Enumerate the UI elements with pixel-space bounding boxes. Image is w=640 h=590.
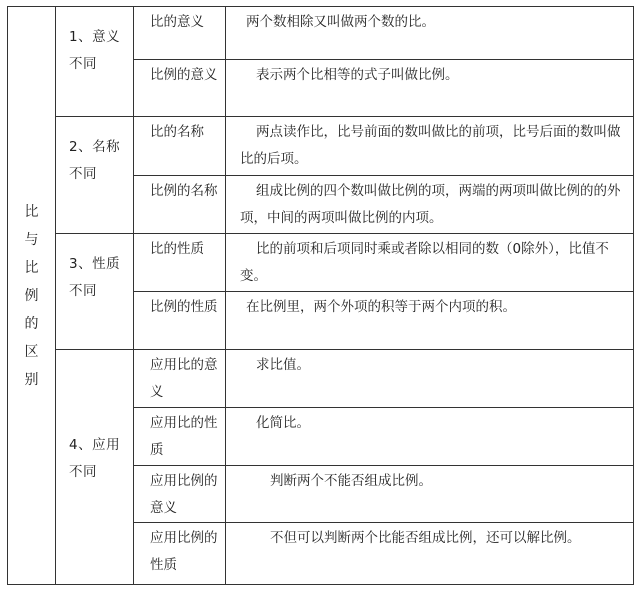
description-cell [226,292,634,350]
section-label: 3、性质不同 [69,256,121,299]
table-row [8,234,634,292]
description-text: 判断两个不能否组成比例。 [270,473,432,489]
term-cell [134,234,226,292]
term-label: 比的意义 [150,14,204,30]
term-label: 比例的性质 [150,299,218,315]
description-cell [226,408,634,466]
term-label: 比例的意义 [150,67,218,83]
description-text: 比的前项和后项同时乘或者除以相同的数（0除外），比值不变。 [240,241,609,284]
description-cell [226,60,634,117]
description-cell [226,7,634,60]
description-text: 不但可以判断两个比能否组成比例，还可以解比例。 [270,530,581,546]
section-label: 4、应用不同 [69,437,121,480]
table-row [8,7,634,60]
description-text: 化简比。 [256,415,310,431]
term-label: 应用比的意义 [150,357,218,400]
section-label-cell [56,350,134,585]
term-label: 应用比的性质 [150,415,218,458]
term-cell [134,117,226,176]
category-label: 比与比例的区别 [24,203,39,388]
description-text: 组成比例的四个数叫做比例的项，两端的两项叫做比例的的外项，中间的两项叫做比例的内项。 [240,183,621,226]
category-cell [8,7,56,585]
section-label: 2、名称不同 [69,139,121,182]
term-label: 应用比例的性质 [150,530,218,573]
term-cell [134,523,226,585]
description-cell [226,117,634,176]
section-label-cell [56,117,134,234]
description-cell [226,234,634,292]
comparison-table [7,6,634,585]
section-label: 1、意义不同 [69,29,121,72]
section-label-cell [56,7,134,117]
term-cell [134,350,226,408]
description-cell [226,176,634,234]
description-cell [226,350,634,408]
term-label: 比例的名称 [150,183,218,199]
term-cell [134,408,226,466]
description-text: 在比例里，两个外项的积等于两个内项的积。 [246,299,516,315]
term-label: 应用比例的意义 [150,473,218,516]
table-row [8,117,634,176]
description-text: 求比值。 [256,357,310,373]
table-row [8,350,634,408]
term-cell [134,292,226,350]
term-cell [134,466,226,523]
description-text: 表示两个比相等的式子叫做比例。 [256,67,459,83]
term-label: 比的性质 [150,241,204,257]
section-label-cell [56,234,134,350]
description-text: 两点读作比，比号前面的数叫做比的前项，比号后面的数叫做比的后项。 [240,124,621,167]
term-label: 比的名称 [150,124,204,140]
term-cell [134,176,226,234]
term-cell [134,7,226,60]
description-cell [226,466,634,523]
description-cell [226,523,634,585]
term-cell [134,60,226,117]
description-text: 两个数相除又叫做两个数的比。 [246,14,435,30]
